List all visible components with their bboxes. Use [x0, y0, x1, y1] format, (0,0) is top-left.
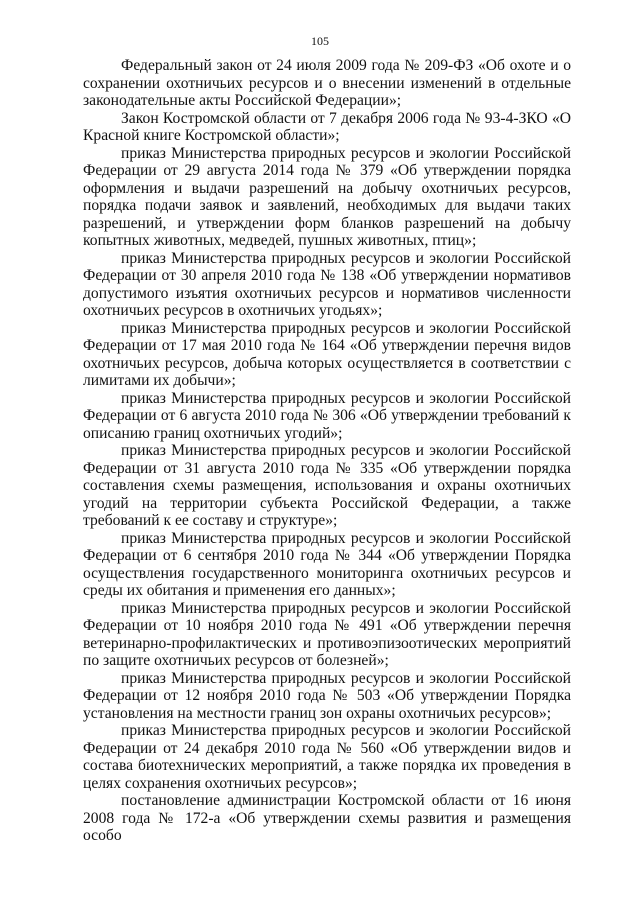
paragraph-order-491: приказ Министерства природных ресурсов и экологии Российской Федерации от 10 ноября 2010 года № 491 «Об утверждении перечня ветеринарно-профилактических и противоэпизоотических мероприятий по защите охотничьих ресурсов от болезней»; [83, 599, 571, 669]
paragraph-order-344: приказ Министерства природных ресурсов и экологии Российской Федерации от 6 сентября 2010 года № 344 «Об утверждении Порядка осуществления государственного мониторинга охотничьих ресурсов и среды их обитания и применения его данных»; [83, 529, 571, 599]
paragraph-order-306: приказ Министерства природных ресурсов и экологии Российской Федерации от 6 августа 2010 года № 306 «Об утверждении требований к описанию границ охотничьих угодий»; [83, 389, 571, 442]
paragraph-order-138: приказ Министерства природных ресурсов и экологии Российской Федерации от 30 апреля 2010 года № 138 «Об утверждении нормативов допустимого изъятия охотничьих ресурсов и нормативов численности охотничьих ресурсов в охотничьих угодьях»; [83, 249, 571, 319]
paragraph-order-503: приказ Министерства природных ресурсов и экологии Российской Федерации от 12 ноября 2010 года № 503 «Об утверждении Порядка установления на местности границ зон охраны охотничьих ресурсов»; [83, 669, 571, 722]
paragraph-order-379: приказ Министерства природных ресурсов и экологии Российской Федерации от 29 августа 2014 года № 379 «Об утверждении порядка оформления и выдачи разрешений на добычу охотничьих ресурсов, порядка подачи заявок и заявлений, необходимых для выдачи таких разрешений, и утверждении форм бланков разрешений на добычу копытных животных, медведей, пушных животных, птиц»; [83, 144, 571, 249]
paragraph-order-560: приказ Министерства природных ресурсов и экологии Российской Федерации от 24 декабря 2010 года № 560 «Об утверждении видов и состава биотехнических мероприятий, а также порядка их проведения в целях сохранения охотничьих ресурсов»; [83, 722, 571, 792]
paragraph-resolution-172a: постановление администрации Костромской области от 16 июня 2008 года № 172-а «Об утверждении схемы развития и размещения особо [83, 792, 571, 844]
paragraph-order-164: приказ Министерства природных ресурсов и экологии Российской Федерации от 17 мая 2010 года № 164 «Об утверждении перечня видов охотничьих ресурсов, добыча которых осуществляется в соответствии с лимитами их добычи»; [83, 319, 571, 389]
document-body [83, 57, 571, 845]
paragraph-federal-law-209: Федеральный закон от 24 июля 2009 года № 209-ФЗ «Об охоте и о сохранении охотничьих ресурсов и о внесении изменений в отдельные законодательные акты Российской Федерации»; [83, 57, 571, 109]
paragraph-kostroma-law-93: Закон Костромской области от 7 декабря 2006 года № 93-4-ЗКО «О Красной книге Костромской области»; [83, 109, 571, 144]
paragraph-order-335: приказ Министерства природных ресурсов и экологии Российской Федерации от 31 августа 2010 года № 335 «Об утверждении порядка составления схемы размещения, использования и охраны охотничьих угодий на территории субъекта Российской Федерации, а также требований к ее составу и структуре»; [83, 442, 571, 529]
page-number: 105 [311, 34, 329, 48]
